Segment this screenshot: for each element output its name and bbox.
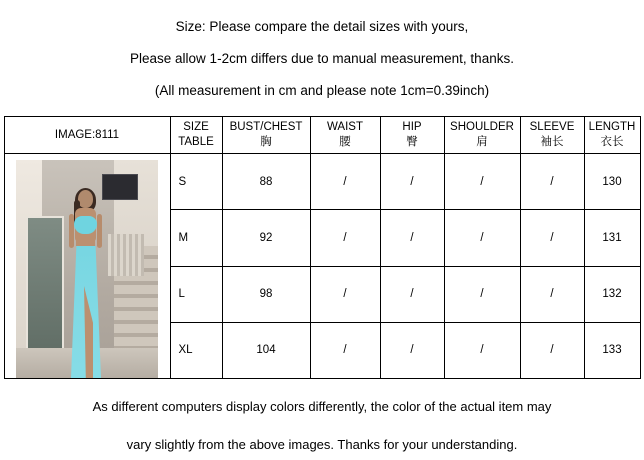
column-sleeve: [520, 117, 584, 154]
cell-sleeve: /: [520, 210, 584, 266]
model-head: [78, 190, 93, 208]
image-label-cell: IMAGE:8111: [4, 117, 170, 154]
column-sleeve-en: SLEEVE: [529, 121, 575, 133]
column-sleeve-cn: 袖长: [540, 136, 564, 148]
cell-hip: /: [380, 154, 444, 210]
cell-hip: /: [380, 322, 444, 378]
cell-length: 132: [584, 266, 640, 322]
photo-radiator: [108, 234, 144, 276]
cell-size: XL: [170, 322, 222, 378]
cell-length: 133: [584, 322, 640, 378]
photo-model: [62, 190, 110, 378]
cell-size: S: [170, 154, 222, 210]
model-top: [74, 216, 97, 234]
column-hip-cn: 臀: [406, 136, 418, 148]
cell-size: L: [170, 266, 222, 322]
model-arm-right: [97, 214, 102, 248]
footer-line-1: As different computers display colors differently, the color of the actual item may: [92, 399, 552, 414]
header-notes: [0, 0, 644, 114]
cell-hip: /: [380, 210, 444, 266]
header-line-2: Please allow 1-2cm differs due to manual measurement, thanks.: [130, 51, 514, 66]
column-hip: [380, 117, 444, 154]
column-shoulder-cn: 肩: [476, 136, 488, 148]
column-size-table: [170, 117, 222, 154]
cell-bust: 104: [222, 322, 310, 378]
column-length: [584, 117, 640, 154]
cell-waist: /: [310, 322, 380, 378]
column-hip-en: HIP: [402, 121, 422, 133]
cell-sleeve: /: [520, 154, 584, 210]
header-line-1: Size: Please compare the detail sizes with yours,: [175, 19, 469, 34]
column-shoulder-en: SHOULDER: [450, 121, 514, 133]
cell-bust: 92: [222, 210, 310, 266]
cell-waist: /: [310, 154, 380, 210]
cell-shoulder: /: [444, 154, 520, 210]
cell-length: 130: [584, 154, 640, 210]
header-line-3: (All measurement in cm and please note 1cm=0.39inch): [154, 83, 490, 98]
cell-shoulder: /: [444, 210, 520, 266]
cell-waist: /: [310, 210, 380, 266]
column-shoulder: [444, 117, 520, 154]
model-arm-left: [69, 214, 74, 248]
size-table: [4, 116, 641, 379]
model-waist: [76, 234, 95, 246]
cell-sleeve: /: [520, 322, 584, 378]
footer-line-2: vary slightly from the above images. Thanks for your understanding.: [126, 437, 518, 452]
product-photo-cell: [4, 154, 170, 379]
column-bust-cn: 胸: [260, 136, 272, 148]
column-waist-cn: 腰: [339, 136, 351, 148]
product-photo: [16, 160, 158, 378]
column-size-table-en: SIZE TABLE: [178, 121, 214, 148]
cell-bust: 98: [222, 266, 310, 322]
column-bust-en: BUST/CHEST: [229, 121, 303, 133]
column-length-en: LENGTH: [588, 121, 636, 133]
cell-size: M: [170, 210, 222, 266]
cell-hip: /: [380, 266, 444, 322]
table-header-row: [4, 117, 640, 154]
column-waist-en: WAIST: [327, 121, 363, 133]
table-row: [4, 154, 640, 210]
cell-sleeve: /: [520, 266, 584, 322]
photo-door: [26, 216, 64, 370]
cell-length: 131: [584, 210, 640, 266]
footer-notes: [0, 379, 644, 457]
column-bust: [222, 117, 310, 154]
cell-waist: /: [310, 266, 380, 322]
column-length-cn: 衣长: [600, 136, 624, 148]
cell-bust: 88: [222, 154, 310, 210]
cell-shoulder: /: [444, 322, 520, 378]
cell-shoulder: /: [444, 266, 520, 322]
column-waist: [310, 117, 380, 154]
